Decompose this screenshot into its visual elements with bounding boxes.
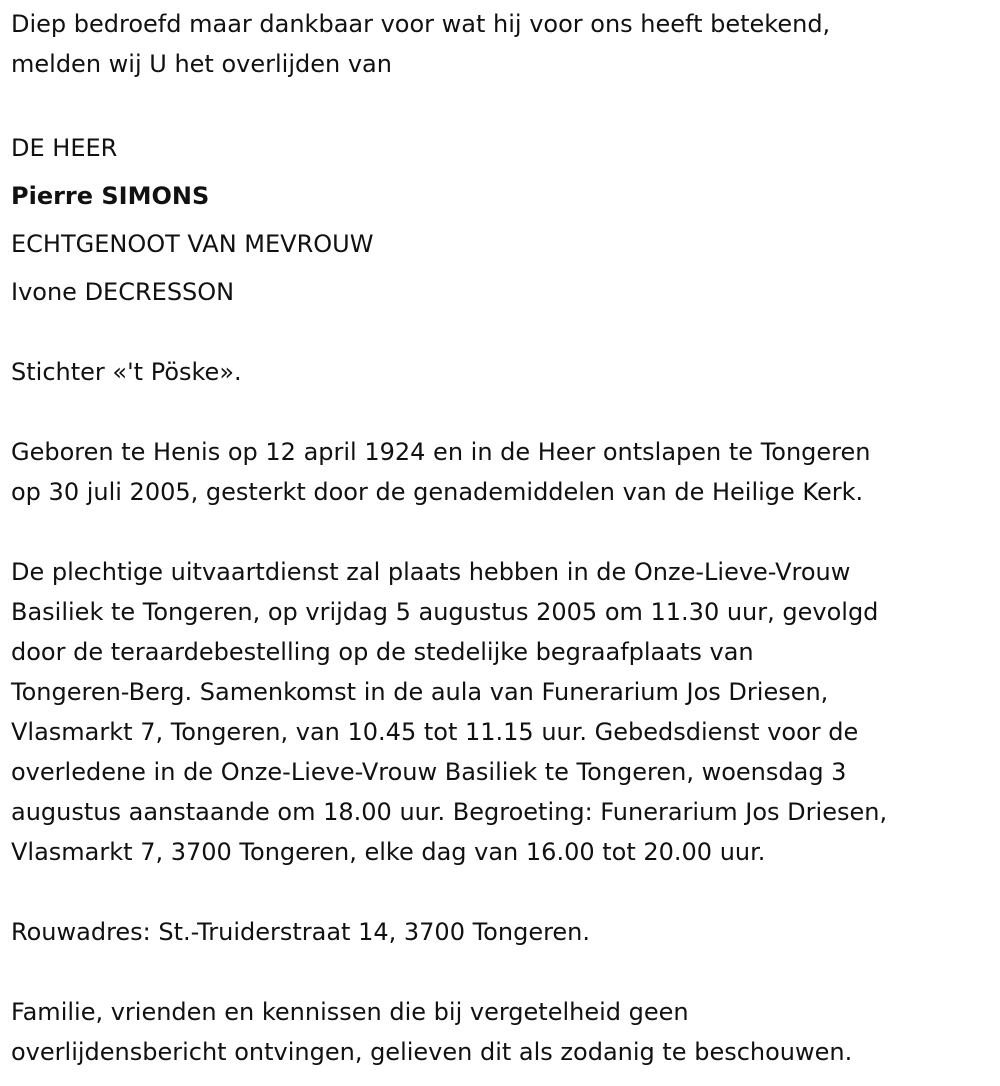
closing-paragraph <box>11 992 996 1072</box>
title-prefix: DE HEER <box>11 134 118 162</box>
closing-line: Familie, vrienden en kennissen die bij vergetelheid geen <box>11 998 689 1026</box>
closing-line: overlijdensbericht ontvingen, gelieven dit als zodanig te beschouwen. <box>11 1038 853 1066</box>
founder-line: Stichter «'t Pöske». <box>11 358 242 386</box>
intro-line: Diep bedroefd maar dankbaar voor wat hij voor ons heeft betekend, <box>11 10 831 38</box>
deceased-name: Pierre SIMONS <box>11 182 210 210</box>
obituary-notice <box>11 4 996 1072</box>
ceremony-line: De plechtige uitvaartdienst zal plaats hebben in de Onze-Lieve-Vrouw <box>11 558 851 586</box>
birth-death-line: Geboren te Henis op 12 april 1924 en in de Heer ontslapen te Tongeren <box>11 438 871 466</box>
ceremony-paragraph <box>11 552 996 872</box>
ceremony-line: Vlasmarkt 7, 3700 Tongeren, elke dag van 16.00 tot 20.00 uur. <box>11 838 766 866</box>
deceased-block <box>11 124 996 316</box>
spouse-relation: ECHTGENOOT VAN MEVROUW <box>11 230 374 258</box>
birth-death-paragraph <box>11 432 996 512</box>
birth-death-line: op 30 juli 2005, gesterkt door de genademiddelen van de Heilige Kerk. <box>11 478 864 506</box>
intro-paragraph <box>11 4 996 84</box>
ceremony-line: augustus aanstaande om 18.00 uur. Begroeting: Funerarium Jos Driesen, <box>11 798 888 826</box>
address-line: Rouwadres: St.-Truiderstraat 14, 3700 Tongeren. <box>11 918 591 946</box>
ceremony-line: door de teraardebestelling op de stedelijke begraafplaats van <box>11 638 754 666</box>
ceremony-line: Vlasmarkt 7, Tongeren, van 10.45 tot 11.15 uur. Gebedsdienst voor de <box>11 718 859 746</box>
ceremony-line: overledene in de Onze-Lieve-Vrouw Basiliek te Tongeren, woensdag 3 <box>11 758 847 786</box>
spouse-name: Ivone DECRESSON <box>11 278 235 306</box>
ceremony-line: Tongeren-Berg. Samenkomst in de aula van Funerarium Jos Driesen, <box>11 678 829 706</box>
ceremony-line: Basiliek te Tongeren, op vrijdag 5 augustus 2005 om 11.30 uur, gevolgd <box>11 598 879 626</box>
intro-line: melden wij U het overlijden van <box>11 50 392 78</box>
